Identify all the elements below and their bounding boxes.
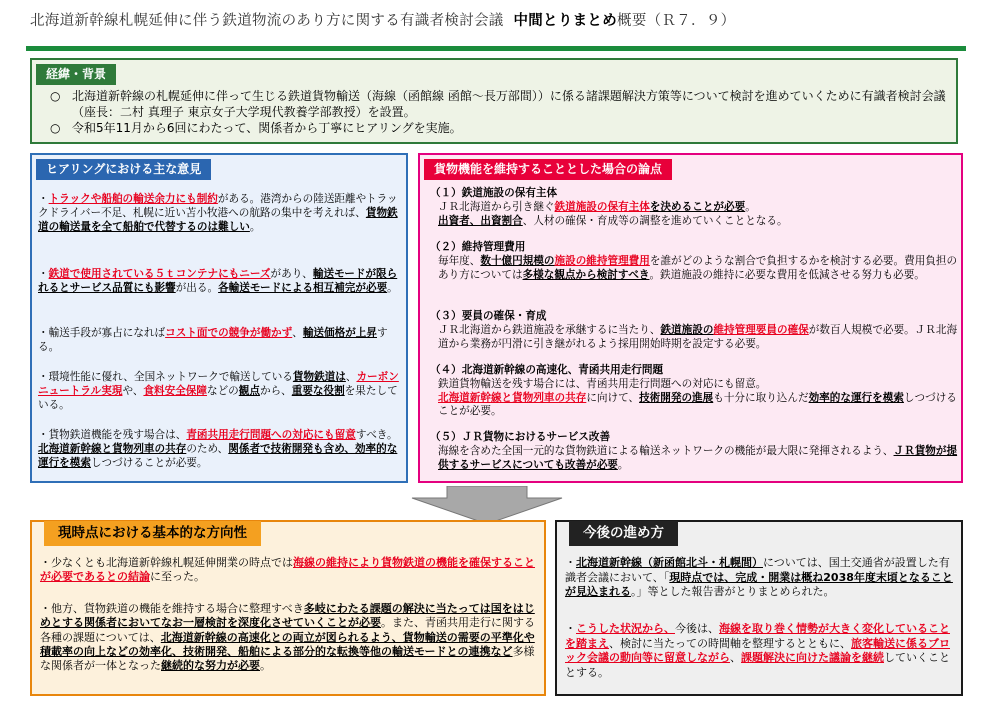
next-steps-item-1: ・北海道新幹線（新函館北斗・札幌間）については、国土交通省が設置した有識者会議において、「現時点では、完成・開業は概ね2038年度末頃となることが見込まれる。」等とした報告書がとりまとめられた。 xyxy=(565,556,953,599)
direction-item-2: ・他方、貨物鉄道の機能を維持する場合に整理すべき多岐にわたる課題の解決に当たっては国をはじめとする関係者においてなお一層検討を深度化させていくことが必要。また、青函共用走行に関する各種の課題については、北海道新幹線の高速化との両立が図られるよう、貨物輸送の需要の平準化や積載率の向上などの効率化、技術開発、船舶による部分的な転換等他の輸送モードとの連携など多様な関係者が一体となった継続的な努力が必要。 xyxy=(40,602,535,673)
title-divider xyxy=(26,46,966,51)
hearing-section xyxy=(30,153,408,483)
basic-direction-heading: 現時点における基本的な方向性 xyxy=(44,521,261,546)
next-steps-section xyxy=(555,520,963,696)
background-item-2: ○ 令和5年11月から6回にわたって、関係者から丁寧にヒアリングを実施。 xyxy=(50,121,462,136)
background-section xyxy=(30,58,958,144)
point-2: （２）維持管理費用 毎年度、数十億円規模の施設の維持管理費用を誰がどのような割合で負担するかを検討する必要。費用負担のあり方については多様な観点から検討すべき。鉄道施設の維持に必要な費用を低減させる努力も必要。 xyxy=(430,241,958,281)
background-list xyxy=(50,88,950,137)
point-5: （５）ＪＲ貨物におけるサービス改善 海線を含めた全国一元的な貨物鉄道による輸送ネットワークの機能が最大限に発揮されるよう、ＪＲ貨物が提供するサービスについても改善が必要。 xyxy=(430,431,958,471)
point-3: （３）要員の確保・育成 ＪＲ北海道から鉄道施設を承継するに当たり、鉄道施設の維持管理要員の確保が数百人規模で必要。ＪＲ北海道から業務が円滑に引き継がれるよう採用開始時期を設定する必要。 xyxy=(430,310,958,350)
circle-bullet-icon: ○ xyxy=(50,89,61,103)
direction-item-1: ・少なくとも北海道新幹線札幌延伸開業の時点では海線の維持により貨物鉄道の機能を確保することが必要であるとの結論に至った。 xyxy=(40,556,535,584)
next-steps-item-2: ・こうした状況から、今後は、海線を取り巻く情勢が大きく変化していることを踏まえ、検討に当たっての時間軸を整理するとともに、旅客輸送に係るブロック会議の動向等に留意しながら、課題解決に向けた議論を継続していくこととする。 xyxy=(565,622,950,679)
down-arrow-icon xyxy=(402,486,572,524)
background-item-1: ○ 北海道新幹線の札幌延伸に伴って生じる鉄道貨物輸送（海線（函館線 函館～長万部間））に係る諸課題解決方策等について検討を進めていくために有識者検討会議（座長：二村 真理子 東京女子大学現代教養学部教授）を設置。 xyxy=(50,89,946,120)
hearing-item-4: ・環境性能に優れ、全国ネットワークで輸送している貨物鉄道は、カーボンニュートラル実現や、食料安全保障などの観点から、重要な役割を果たしている。 xyxy=(38,371,399,411)
point-4: （４）北海道新幹線の高速化、青函共用走行問題 鉄道貨物輸送を残す場合には、青函共用走行問題への対応にも留意。 北海道新幹線と貨物列車の共存に向けて、技術開発の進展も十分に取り込んだ効率的な運行を模索しつづけることが必要。 xyxy=(430,364,957,418)
hearing-item-2: ・鉄道で使用されている５ｔコンテナにもニーズがあり、輸送モードが限られるとサービス品質にも影響が出る。各輸送モードによる相互補完が必要。 xyxy=(38,268,398,294)
next-steps-heading: 今後の進め方 xyxy=(569,521,678,546)
discussion-points-section xyxy=(418,153,963,483)
background-heading: 経緯・背景 xyxy=(36,64,116,85)
discussion-points-heading: 貨物機能を維持することとした場合の論点 xyxy=(424,159,672,180)
hearing-item-3: ・輸送手段が寡占になればコスト面での競争が働かず、輸送価格が上昇する。 xyxy=(38,327,388,353)
hearing-item-1: ・トラックや船舶の輸送余力にも制約がある。港湾からの陸送距離やトラックドライバー不足、札幌に近い苫小牧港への航路の集中を考えれば、貨物鉄道の輸送量を全て船舶で代替するのは難しい。 xyxy=(38,193,398,233)
point-1: （１）鉄道施設の保有主体 ＪＲ北海道から引き継ぐ鉄道施設の保有主体を決めることが必要。 出資者、出資割合、人材の確保・育成等の調整を進めていくこととなる。 xyxy=(430,187,788,227)
hearing-item-5: ・貨物鉄道機能を残す場合は、青函共用走行問題への対応にも留意すべき。北海道新幹線と貨物列車の共存のため、関係者で技術開発も含め、効率的な運行を模索しつづけることが必要。 xyxy=(38,429,398,469)
basic-direction-section xyxy=(30,520,546,696)
hearing-heading: ヒアリングにおける主な意見 xyxy=(36,159,211,180)
circle-bullet-icon: ○ xyxy=(50,121,61,136)
page-title: 北海道新幹線札幌延伸に伴う鉄道物流のあり方に関する有識者検討会議 中間とりまとめ概要（Ｒ７．９） xyxy=(30,13,736,29)
